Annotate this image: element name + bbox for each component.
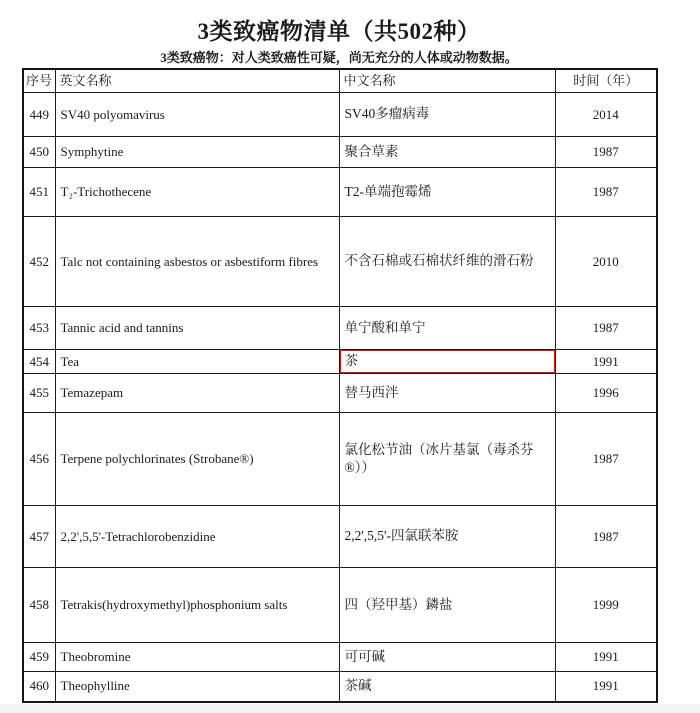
year-cell: 1987 [555, 413, 657, 506]
year-cell: 1987 [555, 506, 657, 568]
year-cell: 1991 [555, 350, 657, 374]
row-number-cell: 455 [23, 374, 55, 413]
chinese-name-cell: SV40多瘤病毒 [339, 93, 555, 137]
row-number-cell: 460 [23, 672, 55, 702]
row-number-cell: 459 [23, 643, 55, 672]
english-name-cell: Theobromine [55, 643, 339, 672]
english-name-cell: Tetrakis(hydroxymethyl)phosphonium salts [55, 568, 339, 643]
english-name-cell: 2,2',5,5'-Tetrachlorobenzidine [55, 506, 339, 568]
row-number-cell: 452 [23, 217, 55, 307]
page-title: 3类致癌物清单（共502种） [197, 19, 481, 44]
year-cell: 1987 [555, 168, 657, 217]
english-name-cell: Tea [55, 350, 339, 374]
header-english-name: 英文名称 [55, 69, 339, 93]
table-row [23, 350, 657, 374]
header-year: 时间（年） [555, 69, 657, 93]
row-number-cell: 458 [23, 568, 55, 643]
table-row [23, 374, 657, 413]
page-bottom-edge [0, 704, 700, 713]
row-number-cell: 451 [23, 168, 55, 217]
chinese-name-cell: 单宁酸和单宁 [339, 307, 555, 350]
chinese-name-cell: T2-单端孢霉烯 [339, 168, 555, 217]
header-chinese-name: 中文名称 [339, 69, 555, 93]
table-row [23, 217, 657, 307]
table-row [23, 137, 657, 168]
row-number-cell: 457 [23, 506, 55, 568]
table-row [23, 672, 657, 702]
carcinogen-table [22, 68, 658, 703]
year-cell: 2014 [555, 93, 657, 137]
year-cell: 1987 [555, 137, 657, 168]
table-row [23, 168, 657, 217]
row-number-cell: 456 [23, 413, 55, 506]
english-name-cell: Terpene polychlorinates (Strobane®) [55, 413, 339, 506]
year-cell: 1991 [555, 672, 657, 702]
year-cell: 1996 [555, 374, 657, 413]
year-cell: 1991 [555, 643, 657, 672]
year-cell: 1999 [555, 568, 657, 643]
row-number-cell: 449 [23, 93, 55, 137]
row-number-cell: 450 [23, 137, 55, 168]
chinese-name-cell: 茶碱 [339, 672, 555, 702]
english-name-cell: T₂-Trichothecene [55, 168, 339, 217]
year-cell: 2010 [555, 217, 657, 307]
chinese-name-cell: 不含石棉或石棉状纤维的滑石粉 [339, 217, 555, 307]
chinese-name-cell: 四（羟甲基）鏻盐 [339, 568, 555, 643]
english-name-cell: Tannic acid and tannins [55, 307, 339, 350]
table-row [23, 506, 657, 568]
chinese-name-cell: 茶 [339, 350, 555, 374]
year-cell: 1987 [555, 307, 657, 350]
header-no: 序号 [23, 69, 55, 93]
table-header-row [23, 69, 657, 93]
chinese-name-cell: 可可碱 [339, 643, 555, 672]
english-name-cell: Talc not containing asbestos or asbestiform fibres [55, 217, 339, 307]
english-name-cell: Symphytine [55, 137, 339, 168]
chinese-name-cell: 聚合草素 [339, 137, 555, 168]
row-number-cell: 453 [23, 307, 55, 350]
table-row [23, 93, 657, 137]
chinese-name-cell: 替马西泮 [339, 374, 555, 413]
english-name-cell: SV40 polyomavirus [55, 93, 339, 137]
row-number-cell: 454 [23, 350, 55, 374]
table-row [23, 643, 657, 672]
table-row [23, 568, 657, 643]
english-name-cell: Theophylline [55, 672, 339, 702]
carcinogen-table-body [23, 93, 657, 702]
page-subtitle: 3类致癌物：对人类致癌性可疑，尚无充分的人体或动物数据。 [160, 50, 518, 65]
table-row [23, 307, 657, 350]
chinese-name-cell: 氯化松节油（冰片基氯（毒杀芬®）） [339, 413, 555, 506]
highlight-box [339, 350, 555, 374]
chinese-name-cell: 2,2',5,5'-四氯联苯胺 [339, 506, 555, 568]
table-row [23, 413, 657, 506]
english-name-cell: Temazepam [55, 374, 339, 413]
